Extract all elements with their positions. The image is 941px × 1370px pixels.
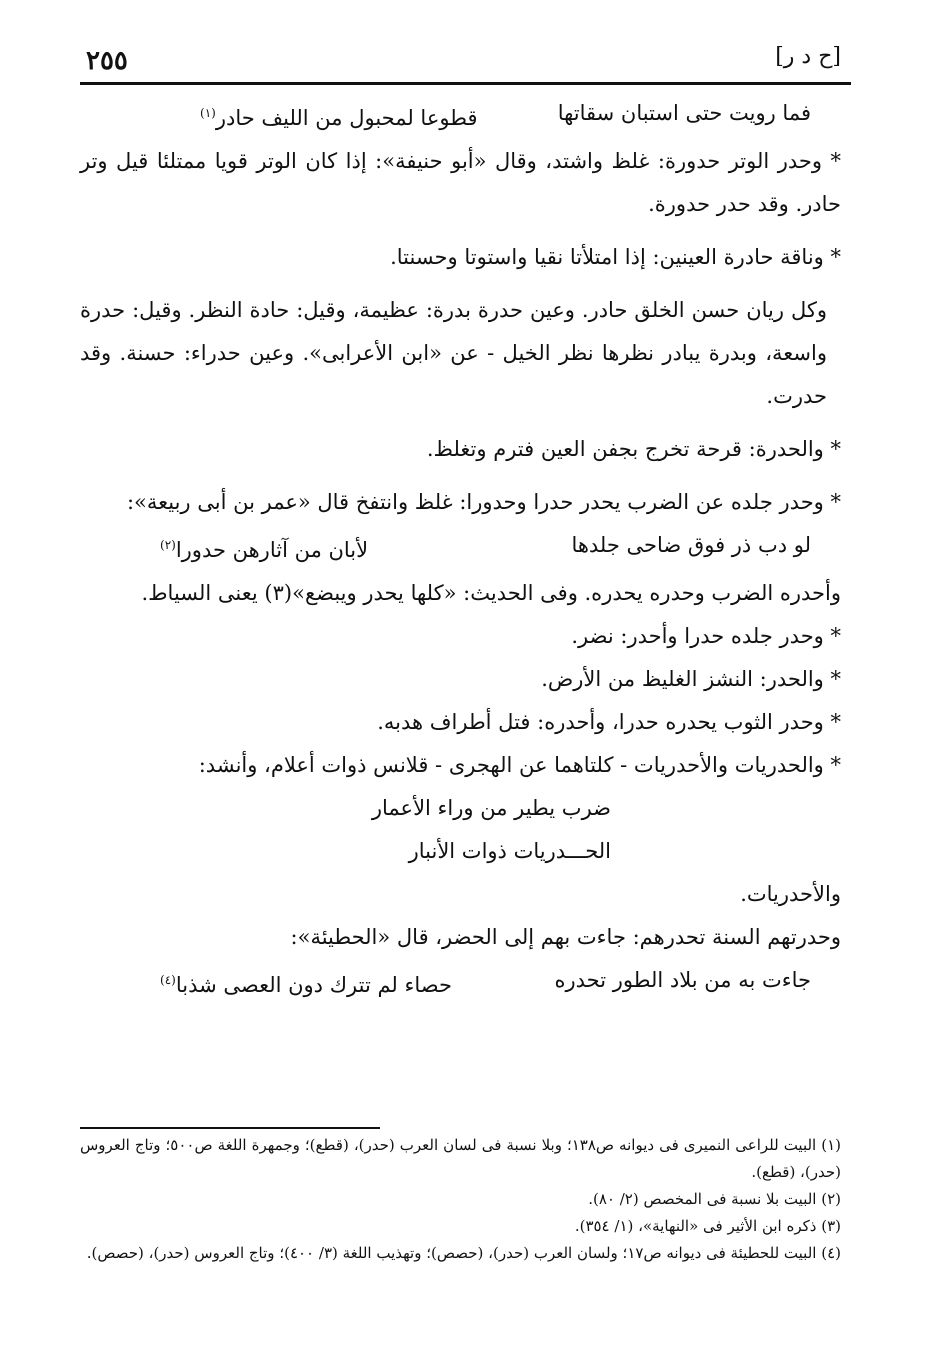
- rajaz-line: الحـــدريات ذوات الأنبار: [408, 839, 611, 863]
- verse-first-hemistich: لو دب ذر فوق ضاحى جلدها: [571, 533, 811, 557]
- footnote-separator: [80, 1127, 380, 1129]
- paragraph: * وحدر الوتر حدورة: غلظ واشتد، وقال «أبو حنيفة»: إذا كان الوتر قويا ممتلئا قيل وتر حادر. وقد حدر حدورة.: [80, 149, 841, 216]
- footnote-ref: (٢): [160, 538, 176, 552]
- paragraph: وحدرتهم السنة تحدرهم: جاءت بهم إلى الحضر، قال «الحطيئة»:: [290, 925, 841, 949]
- verse-first-hemistich: فما رويت حتى استبان سقاتها: [557, 101, 811, 125]
- verse-line: [80, 92, 841, 140]
- paragraph: * والحدرة: قرحة تخرج بجفن العين فترم وتغلظ.: [426, 437, 841, 461]
- paragraph: والأحدريات.: [740, 882, 841, 906]
- footnote: (٢) البيت بلا نسبة فى المخصص (٢/ ٨٠).: [588, 1190, 841, 1208]
- verse-line: [80, 959, 841, 1007]
- paragraph: * وناقة حادرة العينين: إذا امتلأتا نقيا واستوتا وحسنتا.: [390, 245, 841, 269]
- paragraph: * وحدر الثوب يحدره حدرا، وأحدره: فتل أطراف هدبه.: [377, 710, 841, 734]
- footnotes: [80, 1132, 841, 1267]
- verse-line: [80, 524, 841, 572]
- page-number: ٢٥٥: [86, 46, 128, 76]
- paragraph: * وحدر جلده عن الضرب يحدر حدرا وحدورا: غلظ وانتفخ قال «عمر بن أبى ربيعة»:: [126, 490, 841, 514]
- verse-first-hemistich: جاءت به من بلاد الطور تحدره: [554, 968, 811, 992]
- footnote-ref: (١): [200, 106, 216, 120]
- page-body: [80, 92, 841, 1007]
- verse-second-hemistich: قطوعا لمحبول من الليف حادر$^{(١)}$: [200, 106, 478, 130]
- page-header: [80, 40, 841, 80]
- verse-second-hemistich: حصاء لم تترك دون العصى شذبا$^{(٤)}$: [160, 973, 452, 997]
- verse-second-hemistich: لأبان من آثارهن حدورا$^{(٢)}$: [160, 538, 369, 562]
- footnote: (١) البيت للراعى النميرى فى ديوانه ص١٣٨؛ وبلا نسبة فى لسان العرب (حدر)، (قطع)؛ وجمهرة اللغة ص٥٠٠؛ وتاج العروس (حدر)، (قطع).: [80, 1136, 842, 1181]
- footnote: (٤) البيت للحطيئة فى ديوانه ص١٧؛ ولسان العرب (حدر)، (حصص)؛ وتهذيب اللغة (٣/ ٤٠٠)؛ وتاج العروس (حدر)، (حصص).: [86, 1244, 841, 1262]
- footnote-ref: (٤): [160, 973, 176, 987]
- paragraph: * والحدر: النشز الغليظ من الأرض.: [541, 667, 841, 691]
- footnote: (٣) ذكره ابن الأثير فى «النهاية»، (١/ ٣٥٤).: [574, 1217, 841, 1235]
- paragraph: * والحدريات والأحدريات - كلتاهما عن الهجرى - قلانس ذوات أعلام، وأنشد:: [198, 753, 841, 777]
- section-title: [ح د ر]: [775, 44, 841, 69]
- paragraph: * وحدر جلده حدرا وأحدر: نضر.: [571, 624, 841, 648]
- paragraph: وأحدره الضرب وحدره يحدره. وفى الحديث: «كلها يحدر ويبضع»(٣) يعنى السياط.: [141, 581, 841, 605]
- paragraph: وكل ريان حسن الخلق حادر. وعين حدرة بدرة: عظيمة، وقيل: حادة النظر. وقيل: حدرة واسعة، وبدرة يبادر نظرها نظر الخيل - عن «ابن الأعرابى». وعين حدراء: حسنة. وقد حدرت.: [80, 298, 827, 408]
- rajaz-line: ضرب يطير من وراء الأعمار: [371, 796, 611, 820]
- header-rule: [80, 82, 851, 85]
